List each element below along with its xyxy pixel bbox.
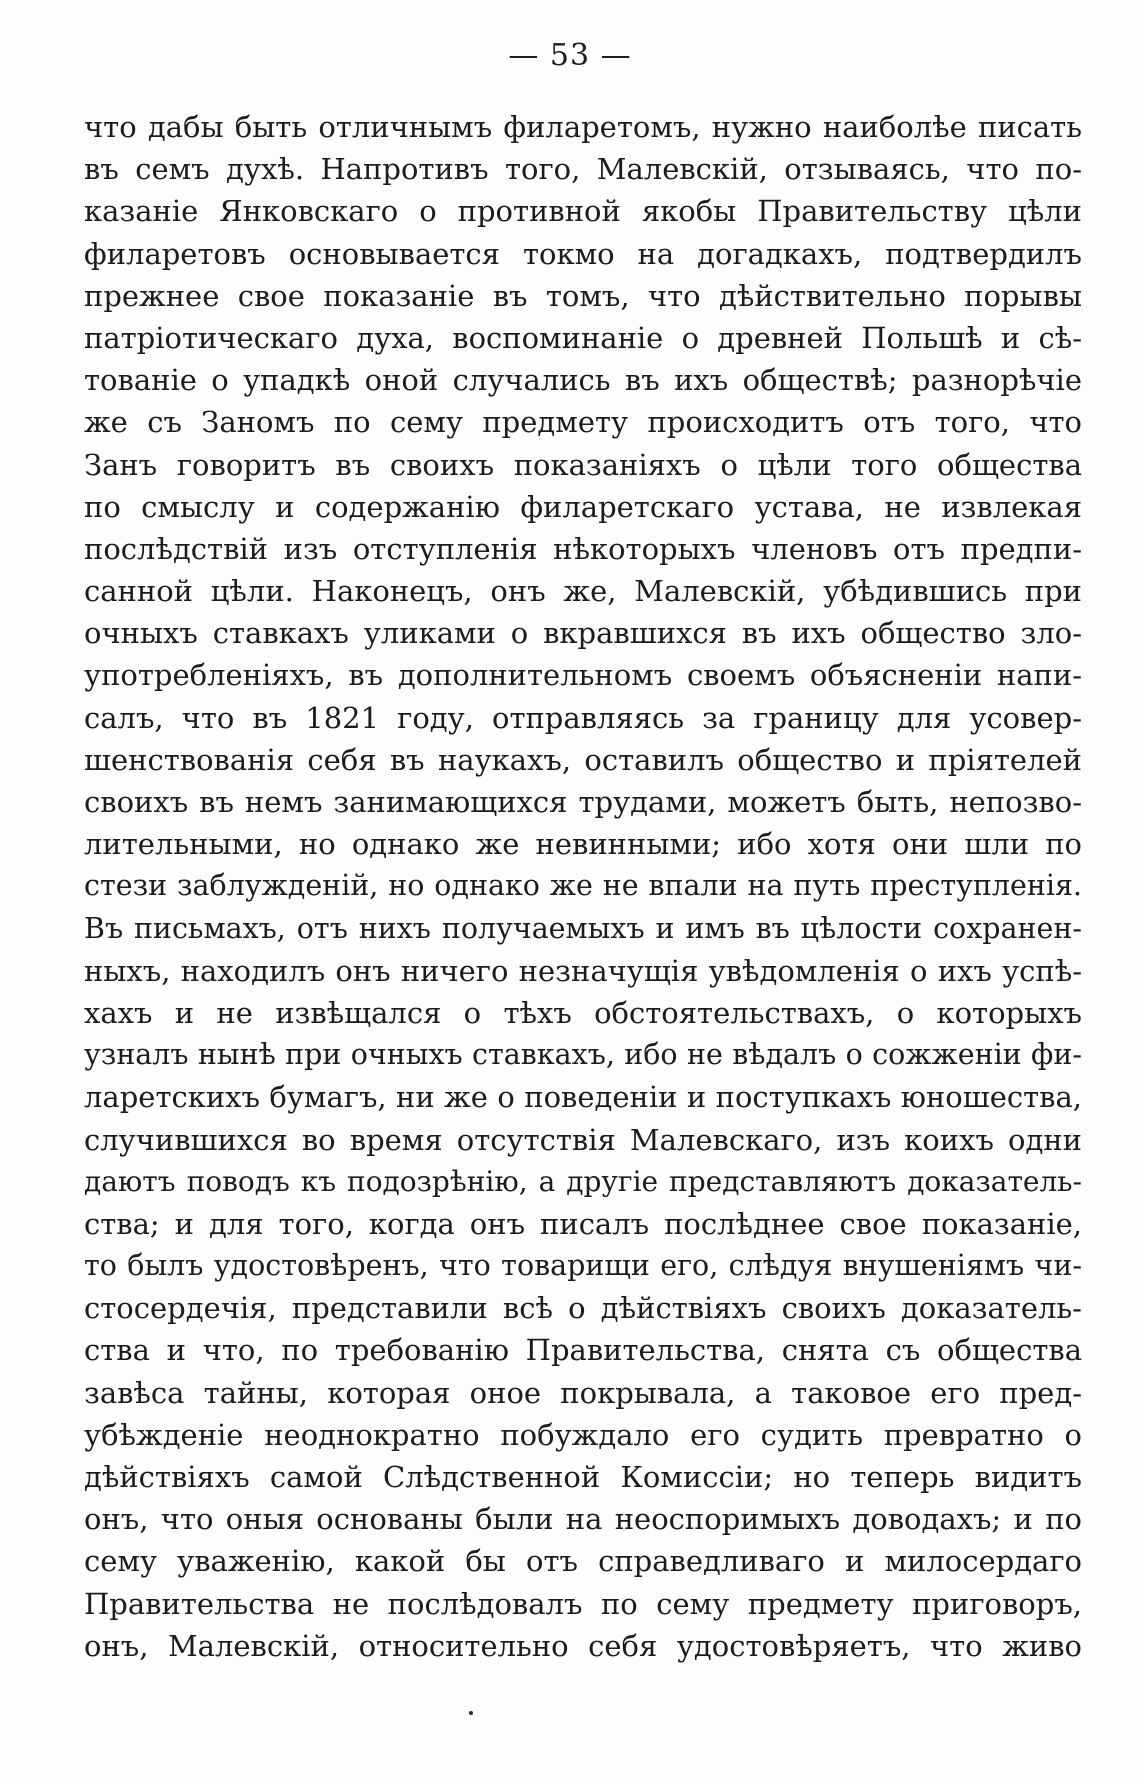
- text-line: въ семъ духѣ. Напротивъ того, Малевскій, отзываясь, что по-: [84, 152, 1082, 187]
- text-line: филаретовъ основывается токмо на догадкахъ, подтвердилъ: [84, 236, 1082, 271]
- text-line: стези заблужденій, но однако же не впали на путь преступленія.: [84, 869, 1082, 903]
- text-line: своихъ въ немъ занимающихся трудами, можетъ быть, непозво-: [84, 785, 1082, 819]
- text-line: что дабы быть отличнымъ филаретомъ, нужно наиболѣе писать: [84, 110, 1082, 144]
- text-line: шенствованія себя въ наукахъ, оставилъ общество и пріятелей: [84, 742, 1082, 777]
- text-line: даютъ поводъ къ подозрѣнію, а другіе представляютъ доказатель-: [84, 1164, 1082, 1198]
- text-line: убѣжденіе неоднократно побуждало его судить превратно о: [84, 1417, 1082, 1452]
- text-line: тованіе о упадкѣ оной случались въ ихъ обществѣ; разнорѣчіе: [84, 363, 1082, 398]
- text-line: ларетскихъ бумагъ, ни же о поведеніи и поступкахъ юношества,: [84, 1080, 1082, 1115]
- ink-speck: [469, 1711, 473, 1715]
- text-line: санной цѣли. Наконецъ, онъ же, Малевскій, убѣдившись при: [84, 574, 1082, 609]
- text-line: онъ, что оныя основаны были на неоспоримыхъ доводахъ; и по: [84, 1502, 1082, 1537]
- text-line: завѣса тайны, которая оное покрывала, а таковое его пред-: [84, 1375, 1082, 1410]
- text-line: лительными, но однако же невинными; ибо хотя они шли по: [84, 827, 1082, 862]
- page-number: — 53 —: [508, 38, 632, 73]
- text-line: казаніе Янковскаго о противной якобы Правительству цѣли: [84, 194, 1082, 229]
- text-line: хахъ и не извѣщался о тѣхъ обстоятельствахъ, о которыхъ: [84, 995, 1082, 1030]
- text-line: по смыслу и содержанію филаретскаго устава, не извлекая: [84, 489, 1082, 524]
- text-line: то былъ удостовѣренъ, что товарищи его, слѣдуя внушеніямъ чи-: [84, 1249, 1082, 1283]
- text-line: употребленіяхъ, въ дополнительномъ своемъ объясненіи напи-: [84, 658, 1082, 693]
- text-line: послѣдствій изъ отступленія нѣкоторыхъ членовъ отъ предпи-: [84, 531, 1082, 566]
- text-line: случившихся во время отсутствія Малевскаго, изъ коихъ одни: [84, 1122, 1082, 1157]
- text-line: онъ, Малевскій, относительно себя удостовѣряетъ, что живо: [84, 1628, 1082, 1663]
- text-line: стосердечія, представили всѣ о дѣйствіяхъ своихъ доказатель-: [84, 1291, 1082, 1326]
- text-line: ныхъ, находилъ онъ ничего незначущія увѣдомленія о ихъ успѣ-: [84, 953, 1082, 988]
- text-line: узналъ нынѣ при очныхъ ставкахъ, ибо не вѣдалъ о сожженіи фи-: [84, 1038, 1082, 1072]
- text-line: сему уваженію, какой бы отъ справедливаго и милосердаго: [84, 1544, 1082, 1579]
- text-line: же съ Заномъ по сему предмету происходитъ отъ того, что: [84, 405, 1082, 440]
- text-line: патріотическаго духа, воспоминаніе о древней Польшѣ и сѣ-: [84, 320, 1082, 355]
- text-line: Въ письмахъ, отъ нихъ получаемыхъ и имъ въ цѣлости сохранен-: [84, 911, 1082, 945]
- text-line: ства; и для того, когда онъ писалъ послѣднее свое показаніе,: [84, 1206, 1082, 1241]
- text-line: Занъ говоритъ въ своихъ показаніяхъ о цѣли того общества: [84, 447, 1082, 482]
- text-line: дѣйствіяхъ самой Слѣдственной Комиссіи; но теперь видитъ: [84, 1460, 1082, 1494]
- text-line: салъ, что въ 1821 году, отправляясь за границу для усовер-: [84, 700, 1082, 735]
- text-line: ства и что, по требованію Правительства, снята съ общества: [84, 1333, 1082, 1368]
- text-line: прежнее свое показаніе въ томъ, что дѣйствительно порывы: [84, 278, 1082, 313]
- body-text: [84, 106, 1082, 1667]
- text-line: Правительства не послѣдовалъ по сему предмету приговоръ,: [84, 1586, 1082, 1621]
- text-line: очныхъ ставкахъ уликами о вкравшихся въ ихъ общество зло-: [84, 616, 1082, 651]
